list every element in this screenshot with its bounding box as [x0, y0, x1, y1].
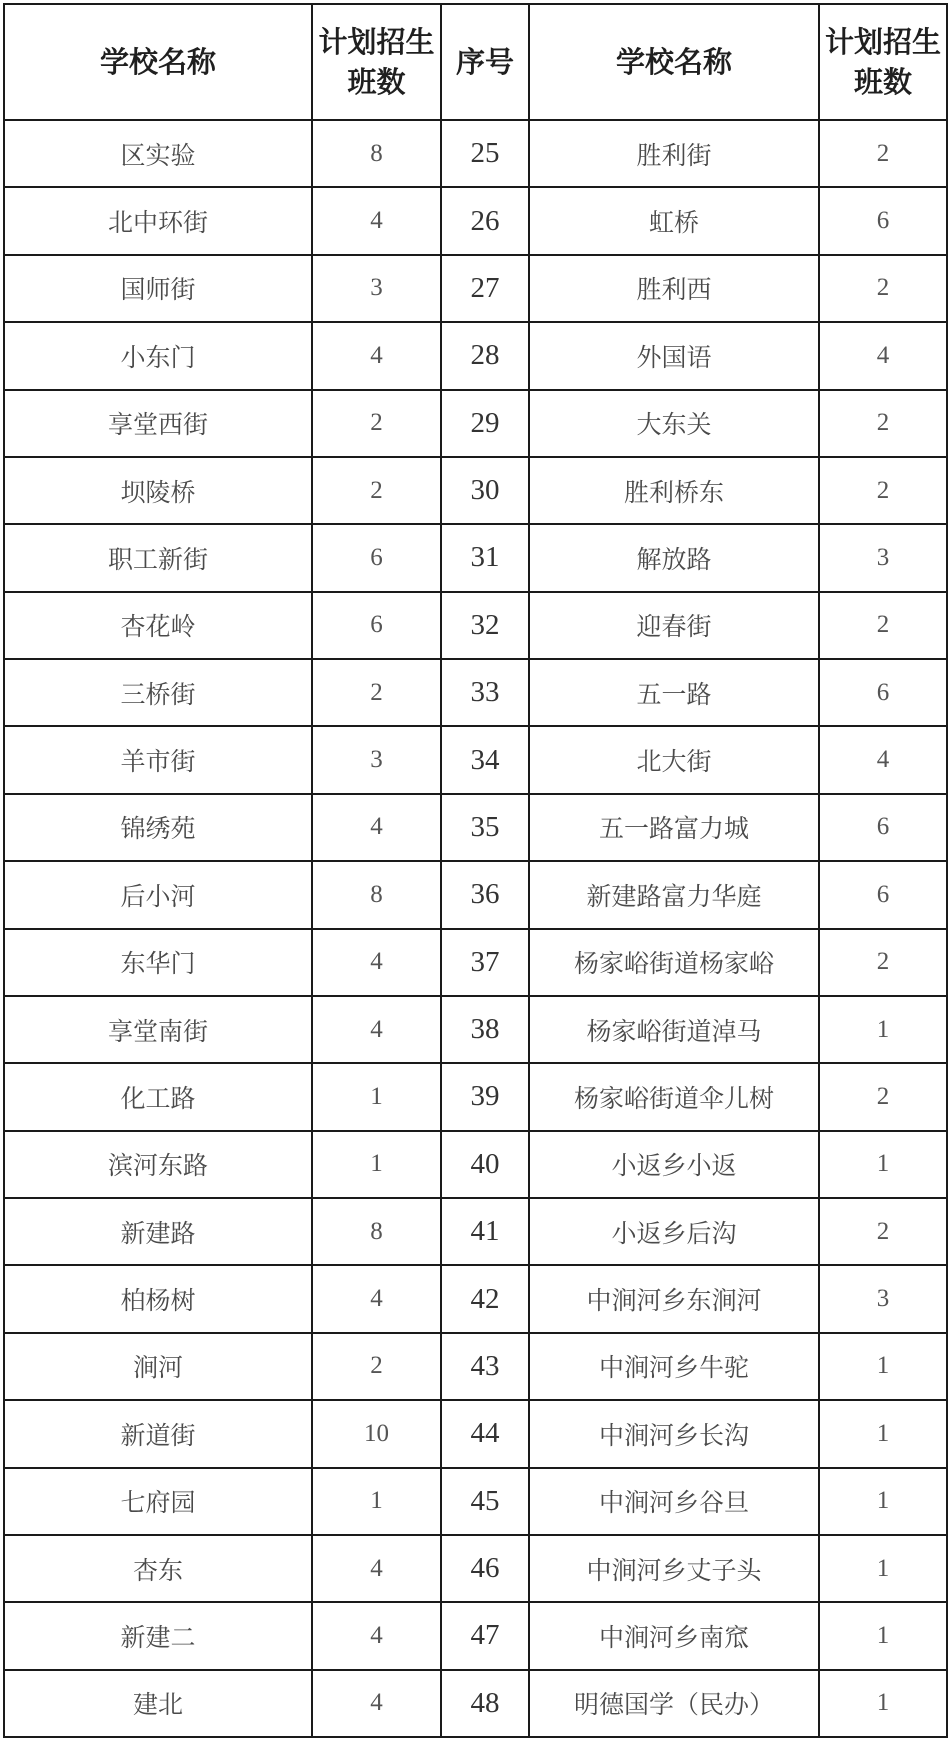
left-planned-classes-cell: 2: [312, 1333, 441, 1400]
index-cell: 43: [441, 1333, 529, 1400]
table-row: [4, 187, 947, 254]
left-planned-classes-cell: 2: [312, 457, 441, 524]
table-row: [4, 1333, 947, 1400]
left-school-name-cell: 滨河东路: [4, 1131, 312, 1198]
left-planned-classes-cell: 1: [312, 1468, 441, 1535]
left-planned-classes-cell: 10: [312, 1400, 441, 1467]
left-planned-classes-cell: 1: [312, 1131, 441, 1198]
left-school-name-cell: 北中环街: [4, 187, 312, 254]
right-school-name-cell: 杨家峪街道淖马: [529, 996, 819, 1063]
index-cell: 37: [441, 929, 529, 996]
index-cell: 36: [441, 861, 529, 928]
table-row: [4, 1265, 947, 1332]
left-planned-classes-cell: 3: [312, 726, 441, 793]
table-row: [4, 524, 947, 591]
enrollment-table: [3, 3, 948, 1738]
table-row: [4, 794, 947, 861]
right-planned-classes-cell: 4: [819, 322, 947, 389]
left-school-name-cell: 新道街: [4, 1400, 312, 1467]
index-cell: 48: [441, 1670, 529, 1737]
right-school-name-cell: 北大街: [529, 726, 819, 793]
right-school-name-cell: 大东关: [529, 390, 819, 457]
left-school-name-cell: 东华门: [4, 929, 312, 996]
left-school-name-cell: 杏东: [4, 1535, 312, 1602]
right-planned-classes-cell: 6: [819, 794, 947, 861]
left-school-name-cell: 建北: [4, 1670, 312, 1737]
left-planned-classes-cell: 2: [312, 659, 441, 726]
table-row: [4, 1535, 947, 1602]
right-planned-classes-cell: 1: [819, 1670, 947, 1737]
index-cell: 34: [441, 726, 529, 793]
index-cell: 29: [441, 390, 529, 457]
header-planned-classes-2: 计划招生班数: [819, 4, 947, 120]
index-cell: 46: [441, 1535, 529, 1602]
table-row: [4, 1131, 947, 1198]
index-cell: 45: [441, 1468, 529, 1535]
table-row: [4, 1063, 947, 1130]
right-planned-classes-cell: 1: [819, 1468, 947, 1535]
left-planned-classes-cell: 4: [312, 1670, 441, 1737]
right-planned-classes-cell: 2: [819, 120, 947, 187]
right-school-name-cell: 外国语: [529, 322, 819, 389]
left-planned-classes-cell: 6: [312, 524, 441, 591]
right-planned-classes-cell: 2: [819, 1063, 947, 1130]
right-school-name-cell: 胜利街: [529, 120, 819, 187]
table-row: [4, 457, 947, 524]
index-cell: 40: [441, 1131, 529, 1198]
index-cell: 35: [441, 794, 529, 861]
right-school-name-cell: 五一路富力城: [529, 794, 819, 861]
right-school-name-cell: 杨家峪街道伞儿树: [529, 1063, 819, 1130]
table-row: [4, 255, 947, 322]
right-school-name-cell: 胜利西: [529, 255, 819, 322]
right-planned-classes-cell: 3: [819, 524, 947, 591]
index-cell: 47: [441, 1602, 529, 1669]
index-cell: 44: [441, 1400, 529, 1467]
left-planned-classes-cell: 4: [312, 794, 441, 861]
left-school-name-cell: 享堂西街: [4, 390, 312, 457]
index-cell: 38: [441, 996, 529, 1063]
header-planned-classes: 计划招生班数: [312, 4, 441, 120]
right-school-name-cell: 中涧河乡谷旦: [529, 1468, 819, 1535]
left-planned-classes-cell: 3: [312, 255, 441, 322]
table-row: [4, 390, 947, 457]
table-header: [4, 4, 947, 120]
left-planned-classes-cell: 8: [312, 861, 441, 928]
left-planned-classes-cell: 4: [312, 187, 441, 254]
right-planned-classes-cell: 1: [819, 1333, 947, 1400]
index-cell: 39: [441, 1063, 529, 1130]
index-cell: 25: [441, 120, 529, 187]
table-row: [4, 1198, 947, 1265]
right-school-name-cell: 中涧河乡长沟: [529, 1400, 819, 1467]
left-school-name-cell: 柏杨树: [4, 1265, 312, 1332]
left-school-name-cell: 国师街: [4, 255, 312, 322]
left-school-name-cell: 职工新街: [4, 524, 312, 591]
left-planned-classes-cell: 1: [312, 1063, 441, 1130]
right-planned-classes-cell: 2: [819, 255, 947, 322]
table-row: [4, 861, 947, 928]
right-school-name-cell: 小返乡小返: [529, 1131, 819, 1198]
right-school-name-cell: 五一路: [529, 659, 819, 726]
right-school-name-cell: 解放路: [529, 524, 819, 591]
left-planned-classes-cell: 4: [312, 1265, 441, 1332]
right-school-name-cell: 胜利桥东: [529, 457, 819, 524]
right-planned-classes-cell: 3: [819, 1265, 947, 1332]
table-row: [4, 322, 947, 389]
table-row: [4, 929, 947, 996]
header-index: 序号: [441, 4, 529, 120]
left-school-name-cell: 后小河: [4, 861, 312, 928]
left-school-name-cell: 小东门: [4, 322, 312, 389]
left-planned-classes-cell: 4: [312, 322, 441, 389]
right-planned-classes-cell: 2: [819, 929, 947, 996]
table-row: [4, 1670, 947, 1737]
header-school-name-2: 学校名称: [529, 4, 819, 120]
index-cell: 26: [441, 187, 529, 254]
right-planned-classes-cell: 1: [819, 1535, 947, 1602]
table-body: [4, 120, 947, 1737]
left-planned-classes-cell: 6: [312, 592, 441, 659]
header-school-name: 学校名称: [4, 4, 312, 120]
right-school-name-cell: 杨家峪街道杨家峪: [529, 929, 819, 996]
left-school-name-cell: 坝陵桥: [4, 457, 312, 524]
right-planned-classes-cell: 2: [819, 390, 947, 457]
left-planned-classes-cell: 2: [312, 390, 441, 457]
left-school-name-cell: 三桥街: [4, 659, 312, 726]
left-school-name-cell: 锦绣苑: [4, 794, 312, 861]
left-planned-classes-cell: 4: [312, 996, 441, 1063]
right-planned-classes-cell: 2: [819, 592, 947, 659]
left-school-name-cell: 享堂南街: [4, 996, 312, 1063]
right-planned-classes-cell: 1: [819, 996, 947, 1063]
left-school-name-cell: 羊市街: [4, 726, 312, 793]
index-cell: 33: [441, 659, 529, 726]
table-row: [4, 1602, 947, 1669]
right-planned-classes-cell: 6: [819, 861, 947, 928]
index-cell: 41: [441, 1198, 529, 1265]
right-planned-classes-cell: 2: [819, 457, 947, 524]
right-school-name-cell: 迎春街: [529, 592, 819, 659]
right-planned-classes-cell: 2: [819, 1198, 947, 1265]
index-cell: 28: [441, 322, 529, 389]
left-school-name-cell: 新建路: [4, 1198, 312, 1265]
table-row: [4, 659, 947, 726]
left-school-name-cell: 杏花岭: [4, 592, 312, 659]
table-row: [4, 592, 947, 659]
right-planned-classes-cell: 4: [819, 726, 947, 793]
right-planned-classes-cell: 1: [819, 1602, 947, 1669]
right-school-name-cell: 新建路富力华庭: [529, 861, 819, 928]
table-row: [4, 996, 947, 1063]
left-planned-classes-cell: 8: [312, 1198, 441, 1265]
left-planned-classes-cell: 8: [312, 120, 441, 187]
table-row: [4, 1468, 947, 1535]
left-school-name-cell: 新建二: [4, 1602, 312, 1669]
right-school-name-cell: 中涧河乡丈子头: [529, 1535, 819, 1602]
table-row: [4, 726, 947, 793]
left-planned-classes-cell: 4: [312, 1602, 441, 1669]
right-school-name-cell: 中涧河乡东涧河: [529, 1265, 819, 1332]
left-planned-classes-cell: 4: [312, 929, 441, 996]
right-planned-classes-cell: 1: [819, 1400, 947, 1467]
right-planned-classes-cell: 1: [819, 1131, 947, 1198]
right-school-name-cell: 中涧河乡牛驼: [529, 1333, 819, 1400]
left-school-name-cell: 区实验: [4, 120, 312, 187]
right-planned-classes-cell: 6: [819, 187, 947, 254]
right-planned-classes-cell: 6: [819, 659, 947, 726]
left-planned-classes-cell: 4: [312, 1535, 441, 1602]
index-cell: 42: [441, 1265, 529, 1332]
table-row: [4, 120, 947, 187]
table-row: [4, 1400, 947, 1467]
index-cell: 27: [441, 255, 529, 322]
header-row: [4, 4, 947, 120]
right-school-name-cell: 明德国学（民办）: [529, 1670, 819, 1737]
left-school-name-cell: 七府园: [4, 1468, 312, 1535]
index-cell: 30: [441, 457, 529, 524]
left-school-name-cell: 涧河: [4, 1333, 312, 1400]
index-cell: 31: [441, 524, 529, 591]
right-school-name-cell: 小返乡后沟: [529, 1198, 819, 1265]
right-school-name-cell: 虹桥: [529, 187, 819, 254]
right-school-name-cell: 中涧河乡南窊: [529, 1602, 819, 1669]
index-cell: 32: [441, 592, 529, 659]
left-school-name-cell: 化工路: [4, 1063, 312, 1130]
